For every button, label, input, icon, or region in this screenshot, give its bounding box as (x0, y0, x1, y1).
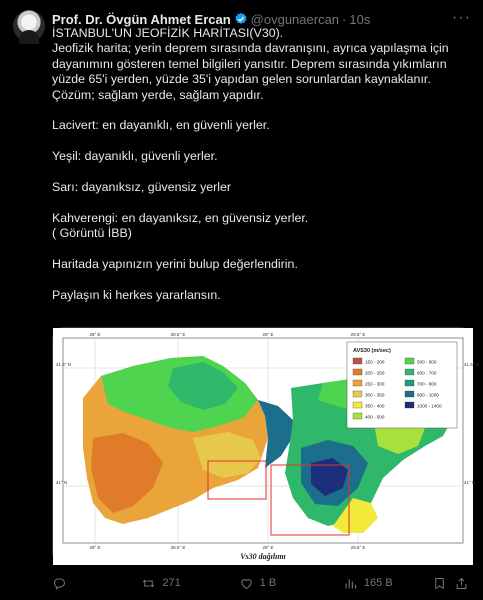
tweet-line: Lacivert: en dayanıklı, en güvenli yerler. (52, 118, 270, 133)
tweet-line: ( Görüntü İBB) (52, 226, 132, 241)
coord-label: 41.5° N (464, 362, 480, 367)
map-caption: Vs30 dağılımı (240, 552, 286, 561)
reply-icon (52, 576, 67, 591)
author-handle[interactable]: @ovgunaercan (250, 11, 340, 27)
line-break (52, 242, 472, 257)
legend-label: 500 - 600 (417, 359, 437, 365)
legend-title: AVS30 (m/sec) (353, 348, 391, 354)
retweet-icon (141, 576, 156, 591)
tweet-text (52, 26, 472, 303)
legend-label: 200 - 250 (365, 370, 385, 376)
legend-swatch (405, 358, 414, 364)
legend-label: 1000 - 1400 (417, 403, 442, 409)
legend-swatch (405, 380, 414, 386)
author-name[interactable]: Prof. Dr. Övgün Ahmet Ercan (52, 11, 231, 27)
line-break (52, 165, 472, 180)
tweet-line: İSTANBUL'UN JEOFİZİK HARİTASI(V30). (52, 26, 284, 40)
verified-badge-icon (234, 12, 248, 26)
legend-swatch (353, 358, 362, 364)
bookmark-button[interactable] (432, 576, 450, 591)
like-button[interactable] (239, 576, 343, 591)
legend-swatch (353, 380, 362, 386)
line-break (52, 134, 472, 149)
legend-label: 800 - 1000 (417, 392, 439, 398)
coord-label: 29° E (262, 332, 274, 337)
tweet-actions (52, 574, 472, 592)
coord-label: 41° N (464, 480, 476, 485)
views-button[interactable] (343, 576, 432, 591)
legend-swatch (353, 369, 362, 375)
bookmark-icon (432, 576, 447, 591)
more-options-icon[interactable]: ··· (452, 9, 471, 26)
timestamp[interactable]: 10s (349, 11, 371, 27)
separator-dot: · (342, 11, 347, 27)
heart-icon (239, 576, 254, 591)
coord-label: 41.5° N (56, 362, 72, 367)
reply-button[interactable] (52, 576, 141, 591)
legend-label: 350 - 400 (365, 403, 385, 409)
legend-label: 700 - 800 (417, 381, 437, 387)
retweet-button[interactable] (141, 576, 238, 591)
coord-label: 29.5° E (350, 332, 366, 337)
coord-label: 28° E (89, 332, 101, 337)
tweet-line: Jeofizik harita; yerin deprem sırasında davranışını, ayrıca yapılaşma için (52, 41, 449, 56)
like-count: 1 B (259, 577, 277, 589)
tweet-line: Kahverengi: en dayanıksız, en güvensiz yerler. (52, 210, 309, 225)
legend-label: 250 - 300 (365, 381, 385, 387)
line-break (52, 195, 472, 210)
map-legend (347, 342, 457, 428)
legend-label: 600 - 700 (417, 370, 437, 376)
coord-label: 41° N (56, 480, 68, 485)
legend-swatch (353, 413, 362, 419)
coord-label: 28.5° E (170, 332, 186, 337)
retweet-count: 271 (162, 577, 181, 589)
tweet-line: Paylaşın ki herkes yararlansın. (52, 287, 221, 302)
legend-label: 150 - 200 (365, 359, 385, 365)
line-break (52, 103, 472, 118)
legend-label: 400 - 500 (365, 414, 385, 420)
legend-swatch (405, 369, 414, 375)
analytics-icon (343, 576, 358, 591)
coord-label: 28.5° E (170, 545, 186, 550)
tweet-line: yüzde 65'i yerden, yüzde 35'i yapıdan gelen sorunlardan kaynaklanır. (52, 72, 431, 87)
legend-swatch (405, 402, 414, 408)
tweet-header (52, 11, 370, 27)
coord-label: 28° E (89, 545, 101, 550)
tweet-line: Haritada yapınızın yerini bulup değerlendirin. (52, 257, 298, 272)
tweet-line: Yeşil: dayanıklı, güvenli yerler. (52, 149, 218, 164)
view-count: 165 B (363, 577, 393, 589)
legend-swatch (353, 402, 362, 408)
share-icon (454, 576, 469, 591)
legend-swatch (353, 391, 362, 397)
tweet-line: Çözüm; sağlam yerde, sağlam yapıdır. (52, 87, 264, 102)
legend-label: 300 - 350 (365, 392, 385, 398)
vs30-map (53, 328, 480, 565)
tweet-line: dayanımını gösteren temel bilgileri yansıtır. Deprem sırasında yıkımların (52, 56, 447, 71)
coord-label: 29.5° E (350, 545, 366, 550)
legend-swatch (405, 391, 414, 397)
coord-label: 29° E (262, 545, 274, 550)
tweet-media-map[interactable] (52, 327, 480, 564)
avatar[interactable] (13, 10, 45, 42)
line-break (52, 272, 472, 287)
tweet-line: Sarı: dayanıksız, güvensiz yerler (52, 180, 232, 195)
share-button[interactable] (454, 576, 472, 591)
